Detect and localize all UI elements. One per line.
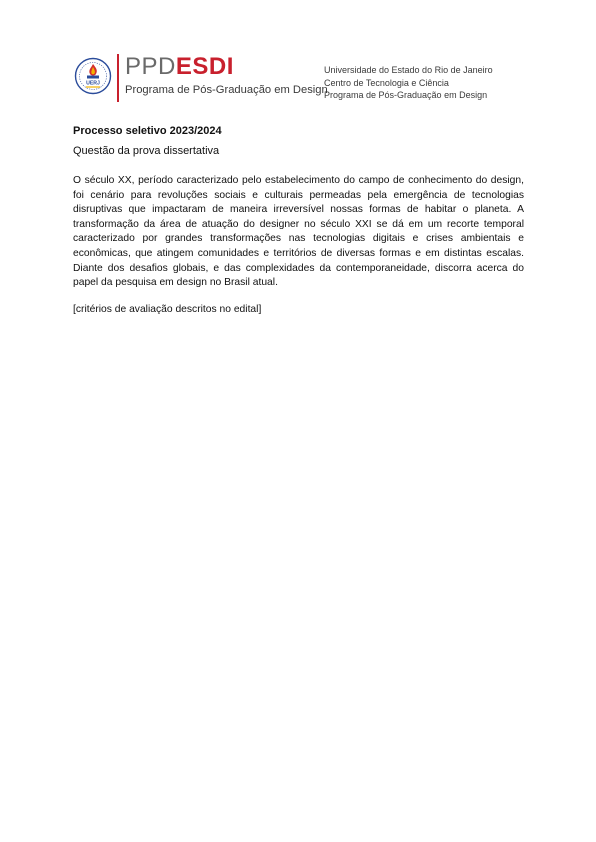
document-subtitle: Questão da prova dissertativa: [73, 145, 220, 157]
institution-university: Universidade do Estado do Rio de Janeiro: [324, 65, 493, 75]
brand-subtitle: Programa de Pós-Graduação em Design: [125, 84, 328, 96]
document-body: [73, 124, 524, 317]
institution-block: [324, 64, 493, 102]
brand-esdi: ESDI: [175, 53, 234, 80]
brand-ppd: PPD: [125, 53, 176, 80]
seal-text: UERJ: [86, 80, 100, 87]
institution-center: Centro de Tecnologia e Ciência: [324, 77, 449, 88]
brand-wordmark: [125, 54, 325, 80]
program-brand: [125, 53, 328, 97]
document-title: Processo seletivo 2023/2024: [73, 125, 222, 137]
uerj-seal-logo: [74, 57, 112, 95]
question-paragraph: O século XX, período caracterizado pelo estabelecimento do campo de conhecimento do design, foi cenário para revoluções sociais e culturais permeadas pela emergência de tecnologias disruptivas que impactaram de maneira irreversível nossas formas de habitar o planeta. A transformação da área de atuação do designer no século XXI se dá em um recorte temporal caracterizado por grandes transformações nas tecnologias digitais e crises ambientais e econômicas, que atingem comunidades e territórios de diversas formas e em distintas escalas. Diante dos desafios globais, e das complexidades da contemporaneidade, discorra acerca do papel da pesquisa em design no Brasil atual.: [73, 175, 524, 289]
document-header: [74, 52, 534, 104]
header-divider: [117, 54, 119, 102]
institution-program: Programa de Pós-Graduação em Design: [324, 90, 488, 100]
evaluation-criteria-note: [critérios de avaliação descritos no edital]: [73, 303, 262, 315]
